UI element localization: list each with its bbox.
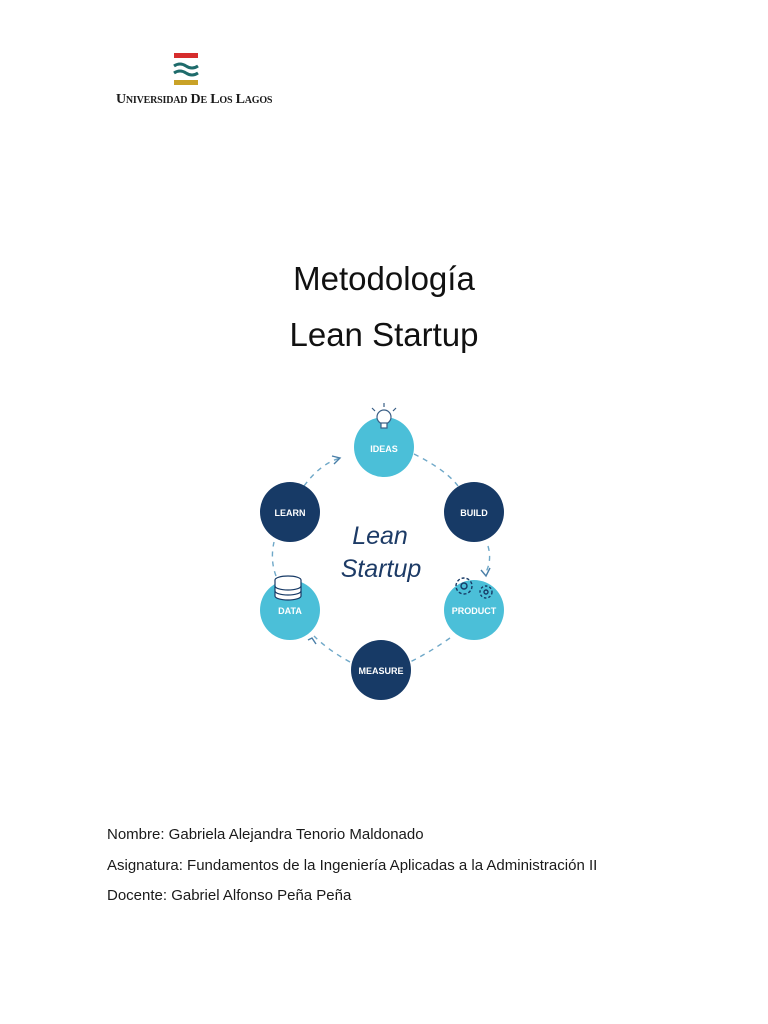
course-name: Asignatura: Fundamentos de la Ingeniería Aplicadas a la Administración II xyxy=(107,857,598,874)
node-product xyxy=(444,580,504,640)
university-logo xyxy=(107,44,273,110)
node-build-label: BUILD xyxy=(460,508,488,518)
node-learn xyxy=(260,482,320,542)
lean-startup-cycle-diagram xyxy=(250,400,518,708)
teacher-name: Docente: Gabriel Alfonso Peña Peña xyxy=(107,887,352,904)
database-icon xyxy=(275,576,301,600)
diagram-center-line1: Lean xyxy=(352,522,408,550)
student-name: Nombre: Gabriela Alejandra Tenorio Maldonado xyxy=(107,826,424,843)
node-measure xyxy=(351,640,411,700)
diagram-center-line2: Startup xyxy=(340,555,422,583)
node-learn-label: LEARN xyxy=(274,508,306,518)
node-ideas-label: IDEAS xyxy=(370,444,398,454)
node-measure-label: MEASURE xyxy=(358,666,404,676)
document-title-line2: Lean Startup xyxy=(289,316,479,353)
node-build xyxy=(444,482,504,542)
node-data-label: DATA xyxy=(278,606,302,616)
node-product-label: PRODUCT xyxy=(451,606,497,616)
document-title-line1: Metodología xyxy=(293,260,475,297)
university-name: Universidad De Los Lagos xyxy=(116,92,273,107)
university-emblem-icon xyxy=(173,53,199,87)
